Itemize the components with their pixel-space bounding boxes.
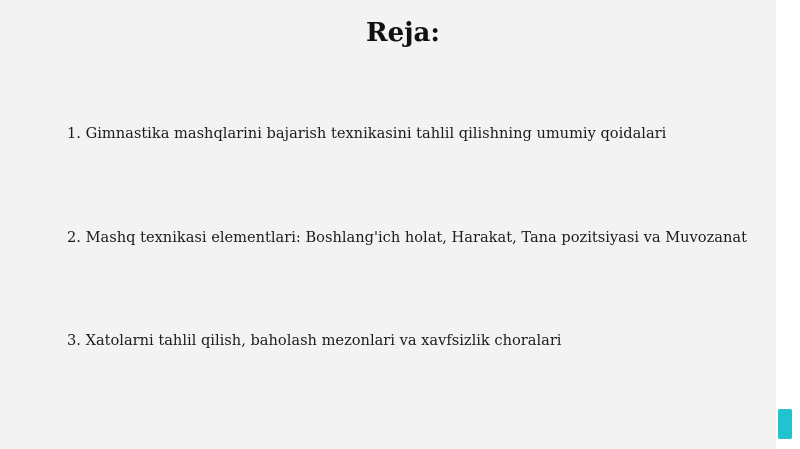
plan-item-3: 3. Xatolarni tahlil qilish, baholash mezonlari va xavfsizlik choralari (67, 332, 562, 349)
slide-title: Reja: (365, 18, 440, 48)
plan-item-1: 1. Gimnastika mashqlarini bajarish texnikasini tahlil qilishning umumiy qoidalari (67, 125, 667, 142)
scrollbar-thumb[interactable] (778, 409, 792, 439)
plan-item-2: 2. Mashq texnikasi elementlari: Boshlang'ich holat, Harakat, Tana pozitsiyasi va Muvozanat (67, 229, 747, 246)
scrollbar-track[interactable] (776, 0, 800, 449)
